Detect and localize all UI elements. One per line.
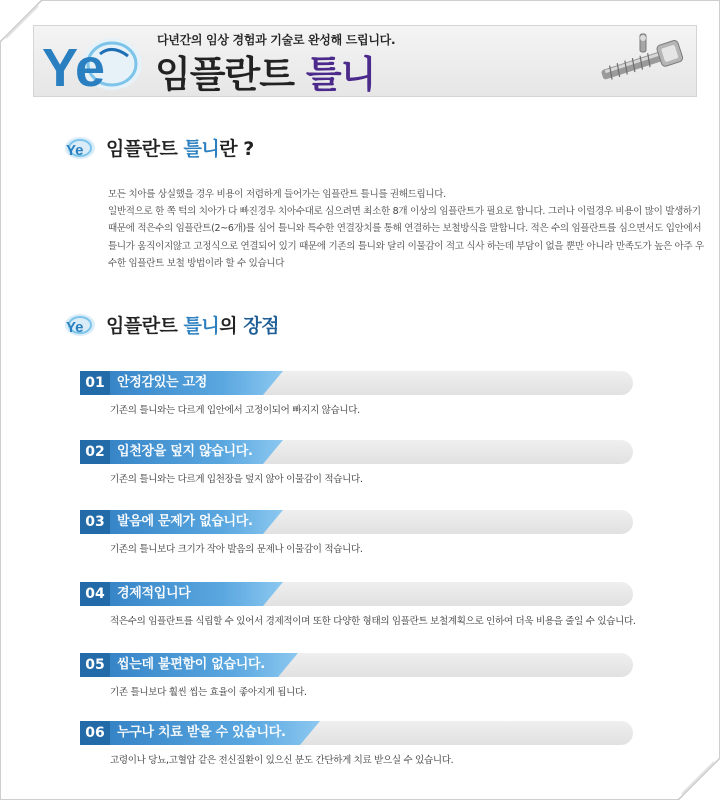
advantage-item xyxy=(80,721,633,766)
advantage-number: 01 xyxy=(80,371,110,395)
ye-bullet-icon xyxy=(60,136,96,160)
advantage-title: 경제적입니다 xyxy=(117,586,191,601)
implant-screw-image xyxy=(590,32,692,92)
about-heading-text xyxy=(106,134,254,161)
about-heading-prefix: 임플란트 xyxy=(106,138,184,160)
advantage-number: 04 xyxy=(80,582,110,606)
banner-title xyxy=(155,44,375,98)
advantage-description: 기존의 틀니보다 크기가 작아 발음의 문제나 이물감이 적습니다. xyxy=(110,544,363,555)
advantage-number: 06 xyxy=(80,721,110,745)
advantage-item xyxy=(80,510,633,555)
advantage-description: 적은수의 임플란트를 식립할 수 있어서 경제적이며 또한 다양한 형태의 임플란트 보철계획으로 인하여 더욱 비용을 줄일 수 있습니다. xyxy=(110,616,636,627)
about-paragraph: 모든 치아를 상실했을 경우 비용이 저렴하게 들어가는 임플란트 틀니를 권해드립니다. xyxy=(108,189,446,200)
advantage-bar xyxy=(80,721,633,745)
advantages-heading xyxy=(60,311,279,338)
advantage-item xyxy=(80,440,633,485)
advantages-heading-text xyxy=(106,311,279,338)
advantage-number: 03 xyxy=(80,510,110,534)
advantage-description: 기존의 틀니와는 다르게 입안에서 고정이되어 빠지지 않습니다. xyxy=(110,405,360,416)
advantage-item xyxy=(80,653,633,698)
advantage-description: 기존 틀니보다 훨씬 씹는 효율이 좋아지게 됩니다. xyxy=(110,687,307,698)
about-heading-suffix: 란 ? xyxy=(219,138,254,160)
clinic-logo xyxy=(40,32,146,92)
advantage-title: 누구나 치료 받을 수 있습니다. xyxy=(117,725,286,740)
about-paragraph: 일반적으로 한 쪽 턱의 치아가 다 빠진경우 치아수대로 심으려면 최소한 8개 이상의 임플란트가 필요로 합니다. 그러나 이럴경우 비용이 많이 발생하기 때문에 적은수의 임플란트(2~6개)를 심어 틀니와 특수한 연결장치를 통해 연결하는 보철방식을 말합니다. 적은 수의 임플란트를 심으면서도 입안에서 틀니가 움직이지않고 고정식으로 연결되어 있기 때문에 기존의 틀니와 달리 이물감이 적고 식사 하는데 부담이 없을 뿐만 아니라 만족도가 높은 아주 우수한 임플란트 보철 방법이라 할 수 있습니다 xyxy=(108,206,704,269)
advantage-title: 안정감있는 고정 xyxy=(117,375,208,390)
advantages-heading-mid: 의 xyxy=(219,315,244,337)
advantage-title: 씹는데 불편함이 없습니다. xyxy=(117,657,265,672)
advantage-item xyxy=(80,371,633,416)
page-corner-fold-bottom-right xyxy=(660,740,720,800)
advantage-description: 고령이나 당뇨,고혈압 같은 전신질환이 있으신 분도 간단하게 치료 받으실 수 있습니다. xyxy=(110,755,454,766)
banner-title-accent: 틀니 xyxy=(305,53,376,96)
logo-text: Ye xyxy=(42,38,106,92)
advantage-title: 발음에 문제가 없습니다. xyxy=(117,514,253,529)
banner-title-main: 임플란트 xyxy=(155,53,306,96)
advantage-item xyxy=(80,582,636,627)
advantage-description: 기존의 틀니와는 다르게 입천장을 덮지 않아 이물감이 적습니다. xyxy=(110,474,363,485)
advantages-heading-end: 장점 xyxy=(243,315,279,337)
header-banner xyxy=(33,25,697,97)
ye-bullet-icon xyxy=(60,313,96,337)
advantages-heading-accent: 틀니 xyxy=(183,315,220,337)
about-heading-accent: 틀니 xyxy=(183,138,220,160)
advantage-bar xyxy=(80,510,633,534)
banner-tagline: 다년간의 임상 경험과 기술로 완성해 드립니다. xyxy=(157,33,396,47)
advantage-number: 02 xyxy=(80,440,110,464)
advantage-bar xyxy=(80,440,633,464)
about-heading xyxy=(60,134,254,161)
about-body xyxy=(108,186,708,272)
advantage-bar xyxy=(80,371,633,395)
svg-text:Ye: Ye xyxy=(66,141,84,159)
advantage-bar xyxy=(80,582,633,606)
advantage-number: 05 xyxy=(80,653,110,677)
advantage-bar xyxy=(80,653,633,677)
advantage-title: 입천장을 덮지 않습니다. xyxy=(117,444,253,459)
advantages-heading-prefix: 임플란트 xyxy=(106,315,184,337)
svg-text:Ye: Ye xyxy=(66,318,84,336)
